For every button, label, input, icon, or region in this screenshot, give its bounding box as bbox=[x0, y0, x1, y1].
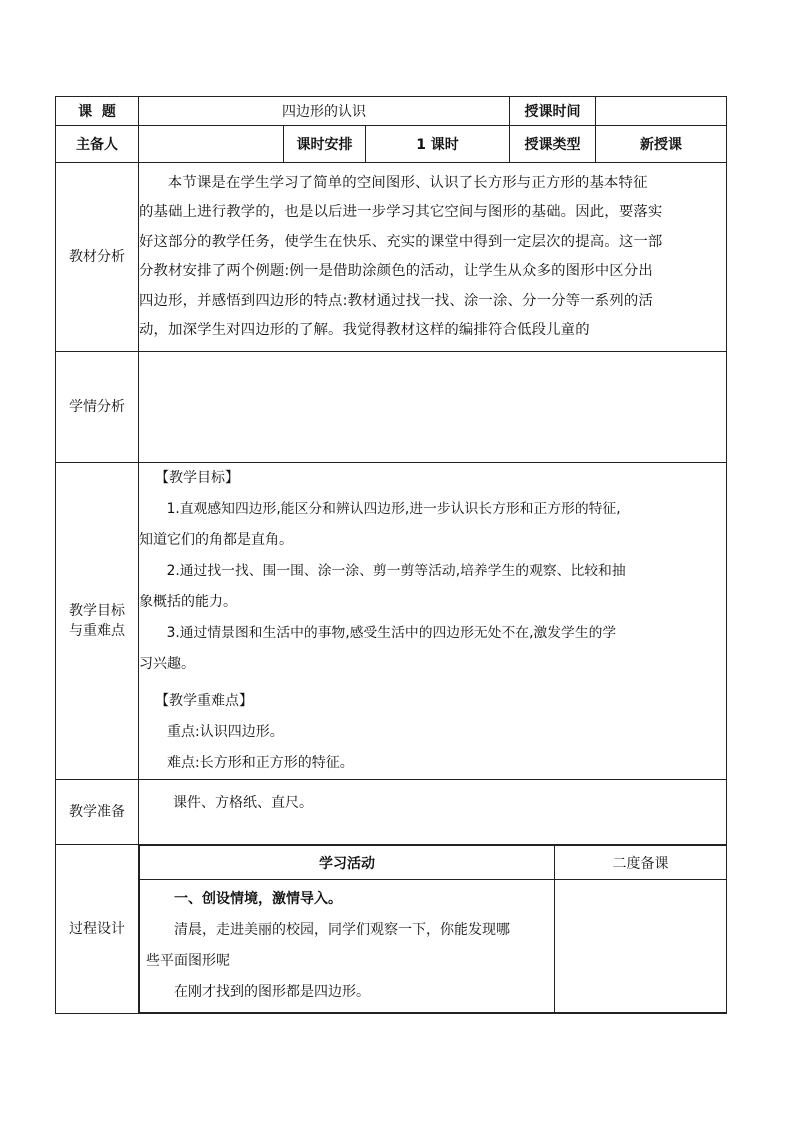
student-analysis-label: 学情分析 bbox=[56, 352, 139, 463]
learning-activity-header: 学习活动 bbox=[140, 846, 555, 880]
topic-value: 四边形的认识 bbox=[139, 97, 510, 126]
textbook-line: 四边形，并感悟到四边形的特点:教材通过找一找、涂一涂、分一分等一系列的活 bbox=[139, 292, 653, 309]
key-point: 重点:认识四边形。 bbox=[167, 724, 284, 740]
step-1-line: 清晨，走进美丽的校园，同学们观察一下，你能发现哪 bbox=[174, 922, 510, 938]
preparation-content bbox=[139, 780, 727, 845]
process-label: 过程设计 bbox=[56, 845, 139, 1014]
preparation-label: 教学准备 bbox=[56, 780, 139, 845]
goal-3-line: 习兴趣。 bbox=[139, 656, 195, 672]
goals-content bbox=[139, 463, 727, 780]
preparer-label: 主备人 bbox=[56, 126, 139, 163]
step-1-line: 在刚才找到的图形都是四边形。 bbox=[174, 984, 370, 1000]
process-inner-table bbox=[139, 845, 727, 1013]
second-prep-header: 二度备课 bbox=[555, 846, 727, 880]
preparer-value bbox=[139, 126, 284, 163]
student-analysis-content bbox=[139, 352, 727, 463]
lesson-type-value: 新授课 bbox=[596, 126, 727, 163]
lesson-type-label: 授课类型 bbox=[510, 126, 596, 163]
step-1-title: 一、创设情境，激情导入。 bbox=[174, 891, 342, 907]
textbook-analysis-label: 教材分析 bbox=[56, 163, 139, 352]
goal-2-line: 象概括的能力。 bbox=[139, 594, 237, 610]
goals-heading: 【教学目标】 bbox=[155, 470, 239, 486]
goals-label bbox=[56, 463, 139, 780]
textbook-line: 动，加深学生对四边形的了解。我觉得教材这样的编排符合低段儿童的 bbox=[139, 322, 590, 338]
goal-1-line: 1.直观感知四边形,能区分和辨认四边形,进一步认识长方形和正方形的特征, bbox=[166, 501, 621, 517]
teaching-time-label: 授课时间 bbox=[510, 97, 596, 126]
textbook-analysis-content bbox=[139, 163, 727, 352]
topic-label: 课 题 bbox=[56, 97, 139, 126]
textbook-line: 的基础上进行教学的，也是以后进一步学习其它空间与图形的基础。因此，要落实 bbox=[139, 204, 663, 220]
goal-3-line: 3.通过情景图和生活中的事物,感受生活中的四边形无处不在,激发学生的学 bbox=[166, 625, 617, 641]
goals-label-line: 与重难点 bbox=[69, 623, 125, 639]
goal-2-line: 2.通过找一找、围一围、涂一涂、剪一剪等活动,培养学生的观察、比较和抽 bbox=[166, 563, 626, 579]
process-content bbox=[139, 845, 727, 1014]
goal-1-line: 知道它们的角都是直角。 bbox=[139, 532, 293, 548]
textbook-line: 本节课是在学生学习了简单的空间图形、认识了长方形与正方形的基本特征 bbox=[167, 174, 648, 191]
class-hours-value: 1 课时 bbox=[366, 126, 510, 163]
goals-label-line: 教学目标 bbox=[69, 603, 125, 619]
learning-activity-content bbox=[140, 880, 555, 1013]
key-points-heading: 【教学重难点】 bbox=[155, 693, 253, 709]
step-1-line: 些平面图形呢 bbox=[146, 953, 230, 969]
difficult-point: 难点:长方形和正方形的特征。 bbox=[167, 755, 354, 771]
class-hours-label: 课时安排 bbox=[284, 126, 366, 163]
lesson-plan-table bbox=[55, 96, 727, 1014]
textbook-line: 好这部分的教学任务，使学生在快乐、充实的课堂中得到一定层次的提高。这一部 bbox=[139, 233, 663, 250]
second-prep-content bbox=[555, 880, 727, 1013]
teaching-time-value bbox=[596, 97, 727, 126]
textbook-line: 分教材安排了两个例题:例一是借助涂颜色的活动，让学生从众多的图形中区分出 bbox=[139, 263, 653, 279]
preparation-text: 课件、方格纸、直尺。 bbox=[173, 795, 313, 811]
